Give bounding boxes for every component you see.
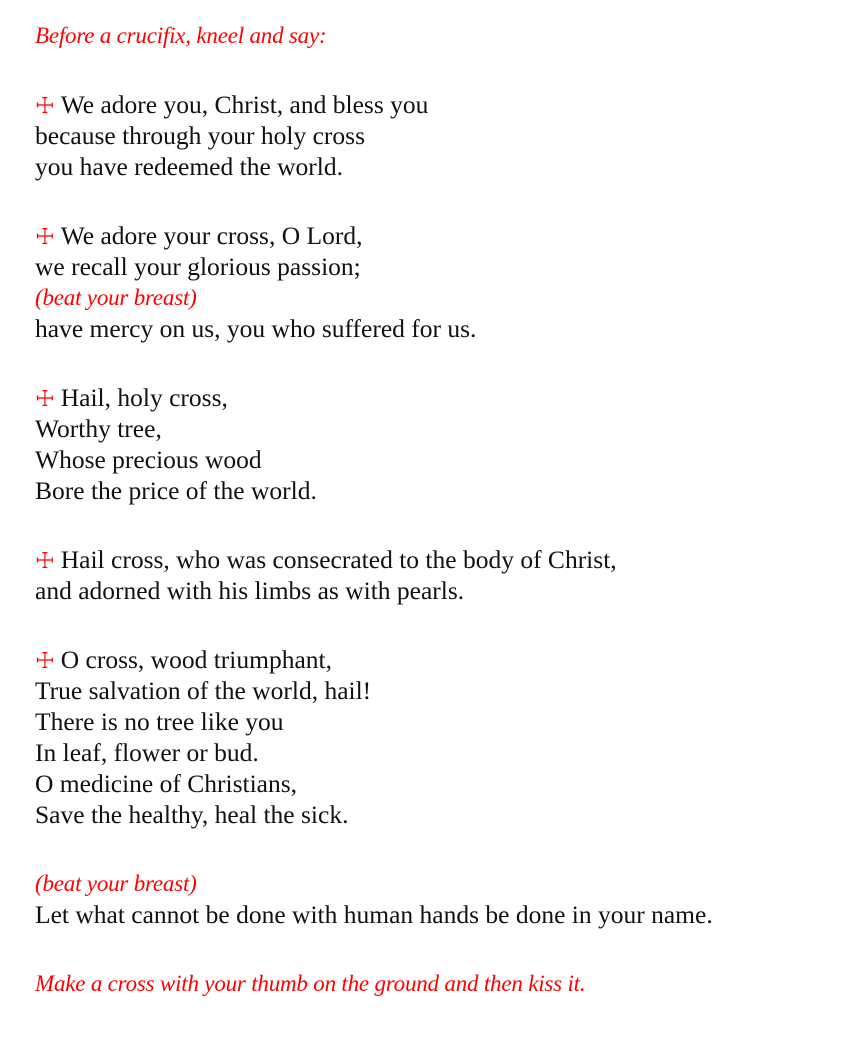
verse-line: [35, 899, 825, 930]
line-text: We adore you, Christ, and bless you: [60, 90, 429, 119]
line-text: In leaf, flower or bud.: [35, 738, 259, 767]
cross-icon: ☩: [35, 548, 55, 573]
cross-icon: ☩: [35, 386, 55, 411]
verse-line: [35, 544, 825, 575]
line-text: because through your holy cross: [35, 121, 366, 150]
stanza: [35, 382, 825, 506]
rubric-line: [35, 282, 825, 313]
rubric-line: Make a cross with your thumb on the ground and then kiss it.: [35, 971, 586, 996]
verse-line: [35, 313, 825, 344]
cross-icon: ☩: [35, 224, 55, 249]
verse-line: [35, 251, 825, 282]
stanza: [35, 644, 825, 830]
stanzas: [35, 89, 825, 930]
verse-line: [35, 644, 825, 675]
line-text: Worthy tree,: [35, 414, 162, 443]
verse-line: [35, 475, 825, 506]
line-text: O cross, wood triumphant,: [60, 645, 332, 674]
verse-line: [35, 382, 825, 413]
line-text: Save the healthy, heal the sick.: [35, 800, 349, 829]
verse-line: [35, 120, 825, 151]
line-text: Let what cannot be done with human hands be done in your name.: [35, 900, 713, 929]
prayer-document: [35, 20, 825, 1037]
verse-line: [35, 413, 825, 444]
cross-icon: ☩: [35, 93, 55, 118]
stanza: [35, 89, 825, 182]
verse-line: [35, 675, 825, 706]
line-text: Whose precious wood: [35, 445, 262, 474]
verse-line: [35, 706, 825, 737]
line-text: (beat your breast): [35, 871, 197, 896]
verse-line: [35, 799, 825, 830]
stanza: [35, 544, 825, 606]
cross-icon: ☩: [35, 648, 55, 673]
line-text: True salvation of the world, hail!: [35, 676, 372, 705]
stanza: [35, 868, 825, 930]
line-text: Hail cross, who was consecrated to the body of Christ,: [60, 545, 617, 574]
verse-line: [35, 89, 825, 120]
verse-line: [35, 575, 825, 606]
line-text: have mercy on us, you who suffered for us.: [35, 314, 477, 343]
line-text: O medicine of Christians,: [35, 769, 298, 798]
stanza: [35, 220, 825, 344]
line-text: and adorned with his limbs as with pearls.: [35, 576, 465, 605]
line-text: Hail, holy cross,: [60, 383, 228, 412]
line-text: Bore the price of the world.: [35, 476, 317, 505]
line-text: There is no tree like you: [35, 707, 284, 736]
rubric-line: Before a crucifix, kneel and say:: [35, 23, 327, 48]
rubric-line: [35, 868, 825, 899]
opening-instruction: [35, 20, 825, 51]
verse-line: [35, 444, 825, 475]
closing-instruction: [35, 968, 825, 999]
verse-line: [35, 768, 825, 799]
verse-line: [35, 151, 825, 182]
line-text: you have redeemed the world.: [35, 152, 344, 181]
verse-line: [35, 737, 825, 768]
line-text: We adore your cross, O Lord,: [60, 221, 363, 250]
line-text: we recall your glorious passion;: [35, 252, 361, 281]
line-text: (beat your breast): [35, 285, 197, 310]
verse-line: [35, 220, 825, 251]
